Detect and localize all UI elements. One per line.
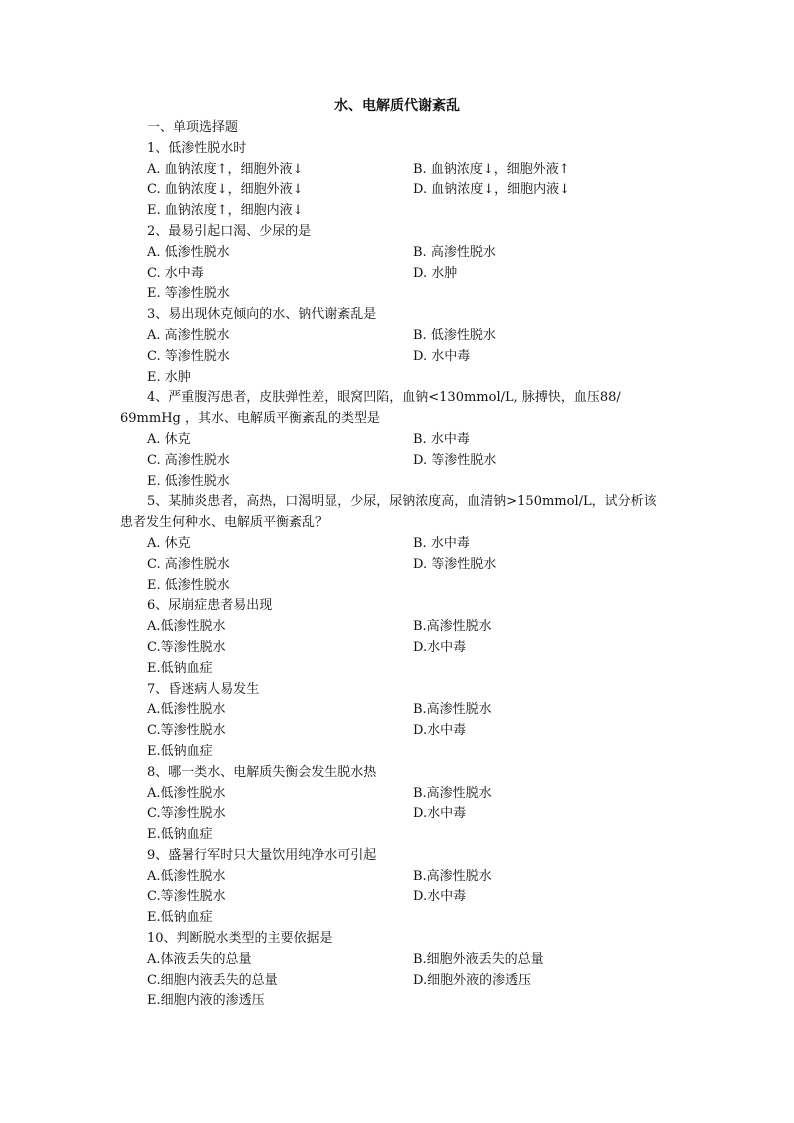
option-row — [120, 180, 680, 201]
option-row — [120, 950, 680, 971]
option-d: D.水中毒 — [413, 889, 467, 905]
option-b: B.高渗性脱水 — [413, 785, 492, 801]
option-b: B.细胞外液丢失的总量 — [413, 951, 544, 967]
section-heading: 一、单项选择题 — [147, 120, 239, 135]
option-row — [120, 804, 680, 825]
option-c: C.等渗性脱水 — [147, 723, 226, 739]
option-e: E. 水肿 — [147, 369, 191, 385]
option-c: C.细胞内液丢失的总量 — [147, 972, 278, 988]
option-d: D. 血钠浓度↓，细胞内液↓ — [413, 182, 571, 198]
option-c: C. 高渗性脱水 — [147, 556, 230, 572]
option-e: E. 等渗性脱水 — [147, 286, 230, 302]
option-row — [120, 451, 680, 472]
question-stem: 2、最易引起口渴、少尿的是 — [147, 223, 312, 239]
option-c: C.等渗性脱水 — [147, 889, 226, 905]
option-e: E.低钠血症 — [147, 660, 213, 676]
option-e: E.低钠血症 — [147, 910, 213, 926]
option-row — [120, 368, 680, 389]
option-d: D.水中毒 — [413, 639, 467, 655]
option-row — [120, 825, 680, 846]
option-row — [120, 326, 680, 347]
option-a: A. 高渗性脱水 — [147, 327, 230, 343]
option-a: A.低渗性脱水 — [147, 702, 226, 718]
option-row — [120, 784, 680, 805]
option-b: B.高渗性脱水 — [413, 702, 492, 718]
option-a: A. 休克 — [147, 431, 191, 447]
question-stem: 6、尿崩症患者易出现 — [147, 598, 273, 614]
question-stem: 1、低渗性脱水时 — [147, 140, 247, 156]
option-d: D.水中毒 — [413, 806, 467, 822]
option-a: A.体液丢失的总量 — [147, 951, 252, 967]
option-a: A.低渗性脱水 — [147, 785, 226, 801]
option-b: B.高渗性脱水 — [413, 619, 492, 635]
option-b: B. 血钠浓度↓，细胞外液↑ — [413, 161, 570, 177]
option-a: A.低渗性脱水 — [147, 619, 226, 635]
question-stem: 7、昏迷病人易发生 — [147, 681, 260, 697]
option-d: D. 水中毒 — [413, 348, 471, 364]
page-title: 水、电解质代谢紊乱 — [334, 98, 460, 114]
option-row — [120, 991, 680, 1012]
option-row — [120, 534, 680, 555]
option-row — [120, 887, 680, 908]
option-row — [120, 617, 680, 638]
question-stem-continued: 患者发生何种水、电解质平衡紊乱？ — [120, 515, 329, 531]
option-a: A.低渗性脱水 — [147, 868, 226, 884]
option-row — [120, 472, 680, 493]
question-stem: 5、某肺炎患者，高热，口渴明显，少尿，尿钠浓度高，血清钠>150mmol/L，试分析该 — [147, 494, 657, 510]
option-e: E. 低渗性脱水 — [147, 577, 230, 593]
option-d: D. 水肿 — [413, 265, 458, 281]
option-e: E. 低渗性脱水 — [147, 473, 230, 489]
option-row — [120, 721, 680, 742]
option-b: B. 低渗性脱水 — [413, 327, 496, 343]
option-e: E. 血钠浓度↑，细胞内液↓ — [147, 203, 304, 219]
option-e: E.低钠血症 — [147, 827, 213, 843]
option-b: B. 高渗性脱水 — [413, 244, 496, 260]
option-d: D.细胞外液的渗透压 — [413, 972, 532, 988]
option-row — [120, 201, 680, 222]
option-c: C. 高渗性脱水 — [147, 452, 230, 468]
option-c: C.等渗性脱水 — [147, 806, 226, 822]
option-row — [120, 700, 680, 721]
option-b: B. 水中毒 — [413, 535, 470, 551]
option-d: D. 等渗性脱水 — [413, 556, 497, 572]
option-row — [120, 347, 680, 368]
option-row — [120, 284, 680, 305]
option-row — [120, 243, 680, 264]
option-e: E.细胞内液的渗透压 — [147, 993, 265, 1009]
option-d: D.水中毒 — [413, 723, 467, 739]
option-a: A. 休克 — [147, 535, 191, 551]
option-row — [120, 576, 680, 597]
option-row — [120, 659, 680, 680]
question-stem-continued: 69mmHg ，其水、电解质平衡紊乱的类型是 — [120, 411, 380, 427]
option-row — [120, 430, 680, 451]
option-c: C. 水中毒 — [147, 265, 204, 281]
question-stem: 8、哪一类水、电解质失衡会发生脱水热 — [147, 764, 377, 780]
option-row — [120, 908, 680, 929]
question-stem: 4、严重腹泻患者，皮肤弹性差，眼窝凹陷，血钠<130mmol/L, 脉搏快，血压88/ — [147, 390, 621, 406]
option-row — [120, 742, 680, 763]
option-row — [120, 971, 680, 992]
question-stem: 10、判断脱水类型的主要依据是 — [147, 931, 333, 947]
option-row — [120, 555, 680, 576]
option-a: A. 血钠浓度↑，细胞外液↓ — [147, 161, 304, 177]
option-row — [120, 160, 680, 181]
option-c: C. 血钠浓度↓，细胞外液↓ — [147, 182, 304, 198]
question-stem: 3、易出现休克倾向的水、钠代谢紊乱是 — [147, 307, 377, 323]
option-row — [120, 638, 680, 659]
option-row — [120, 867, 680, 888]
option-e: E.低钠血症 — [147, 743, 213, 759]
option-b: B.高渗性脱水 — [413, 868, 492, 884]
option-d: D. 等渗性脱水 — [413, 452, 497, 468]
question-list — [120, 118, 680, 1012]
question-stem: 9、盛暑行军时只大量饮用纯净水可引起 — [147, 847, 377, 863]
option-a: A. 低渗性脱水 — [147, 244, 230, 260]
option-c: C.等渗性脱水 — [147, 639, 226, 655]
option-row — [120, 264, 680, 285]
option-b: B. 水中毒 — [413, 431, 470, 447]
option-c: C. 等渗性脱水 — [147, 348, 230, 364]
